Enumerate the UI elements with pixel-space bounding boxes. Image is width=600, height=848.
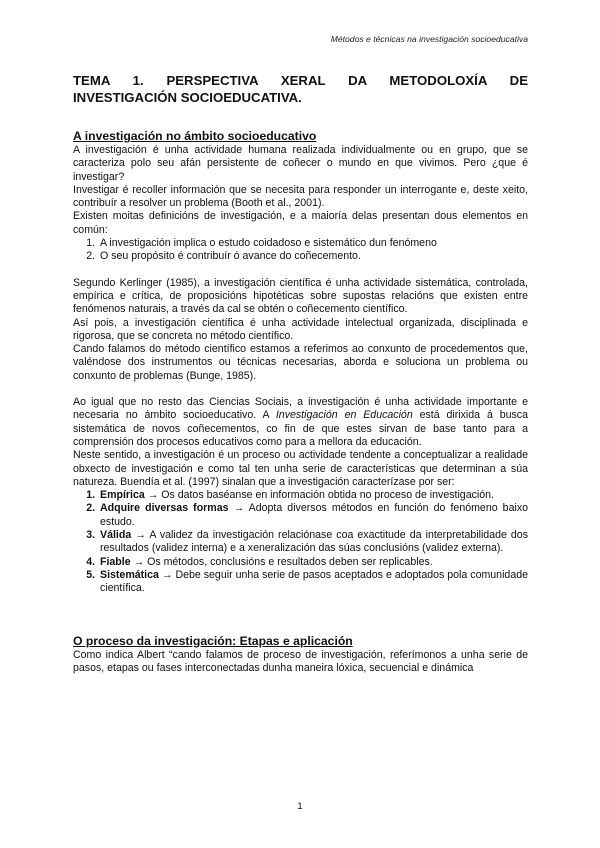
features-list [73,489,528,595]
feature-item [98,569,528,596]
feature-term: Fiable [100,555,131,568]
document-title-line2: INVESTIGACIÓN SOCIOEDUCATIVA. [73,90,302,105]
feature-item [98,489,528,502]
feature-term: Empírica [100,489,145,502]
feature-item [98,529,528,556]
paragraph: Cando falamos do método científico estamos a referimos ao conxunto de procedementos que, valéndose dos instrumentos ou técnicas necesarias, aborda e soluciona un problema ou conxunto de problemas (Bunge, 1985). [73,343,528,382]
paragraph: Así pois, a investigación científica é unha actividade intelectual organizada, disciplinada e rigorosa, que se concreta no método científico. [73,316,528,342]
feature-term: Sistemática [100,568,159,581]
feature-description: → Debe seguir unha serie de pasos aceptados e adoptados pola comunidade científica. [100,568,528,595]
paragraph [73,396,528,449]
feature-term: Adquire diversas formas [100,502,229,515]
paragraph: Segundo Kerlinger (1985), a investigación científica é unha actividade sistemática, controlada, empírica e crítica, de proposicións hipotéticas sobre supostas relacións que existen entre fenómenos naturais, a través da cal se obtén o coñecemento científico. [73,276,528,316]
document-title-line1: TEMA 1. PERSPECTIVA XERAL DA METODOLOXÍA DE [73,73,528,88]
feature-description: → Os métodos, conclusións e resultados deben ser replicables. [130,555,433,568]
feature-description: → Adopta diversos métodos en función do fenómeno baixo estudo. [100,502,529,528]
running-header: Métodos e técnicas na investigación socioeducativa [330,34,528,44]
feature-item [98,502,528,529]
paragraph: Investigar é recoller información que se necesita para responder un interrogante e, deste xeito, contribuír a resolver un problema (Booth et al., 2001). [73,183,528,210]
list-item: 2. O seu propósito é contribuír ó avance do coñecemento. [98,250,528,263]
section-heading-research: A investigación no ámbito socioeducativo [73,129,317,143]
feature-item [98,556,528,569]
feature-description: → A validez da investigación relaciónase coa exactitude da interpretabilidade dos resultados (validez interna) e a xeneralización das súas conclusións (validez externa). [100,529,528,555]
feature-description: → Os datos baséanse en información obtida no proceso de investigación. [144,489,494,502]
page-content [73,72,528,675]
paragraph: A investigación é unha actividade humana realizada individualmente ou en grupo, que se caracteriza polo seu afán persistente de coñecer o mundo en que vivimos. Pero ¿que é investigar? [73,144,528,183]
text-run: está dirixida á busca sistemática de novos coñecementos, co fin de que estes sirvan de base tanto para a comprensión dos procesos educativos como para a mellora da educación. [73,409,528,448]
paragraph: Como indica Albert “cando falamos de proceso de investigación, referímonos a unha serie de pasos, etapas ou fases interconectadas dunha maneira lóxica, secuencial e dinámica [73,648,528,674]
paragraph: Neste sentido, a investigación é un proceso ou actividade tendente a conceptualizar a realidade obxecto de investigación e como tal ten unha serie de características que determinan a súa natureza. Buendía et al. (1997) sinalan que a investigación caracterízase por ser: [73,449,528,488]
list-item: 1. A investigación implica o estudo coidadoso e sistemático dun fenómeno [98,237,528,250]
paragraph: Existen moitas definicións de investigación, e a maioría delas presentan dous elementos en común: [73,210,528,236]
text-run: Ao igual que no resto das Ciencias Sociais, a investigación é unha actividade importante e necesaria no ámbito socioeducativo. A [73,396,528,422]
page-number: 1 [297,800,303,811]
section-heading-process: O proceso da investigación: Etapas e aplicación [73,633,353,648]
elements-list [73,237,528,264]
feature-term: Válida [100,529,132,542]
emphasis-text: Investigación en Educación [275,409,413,422]
